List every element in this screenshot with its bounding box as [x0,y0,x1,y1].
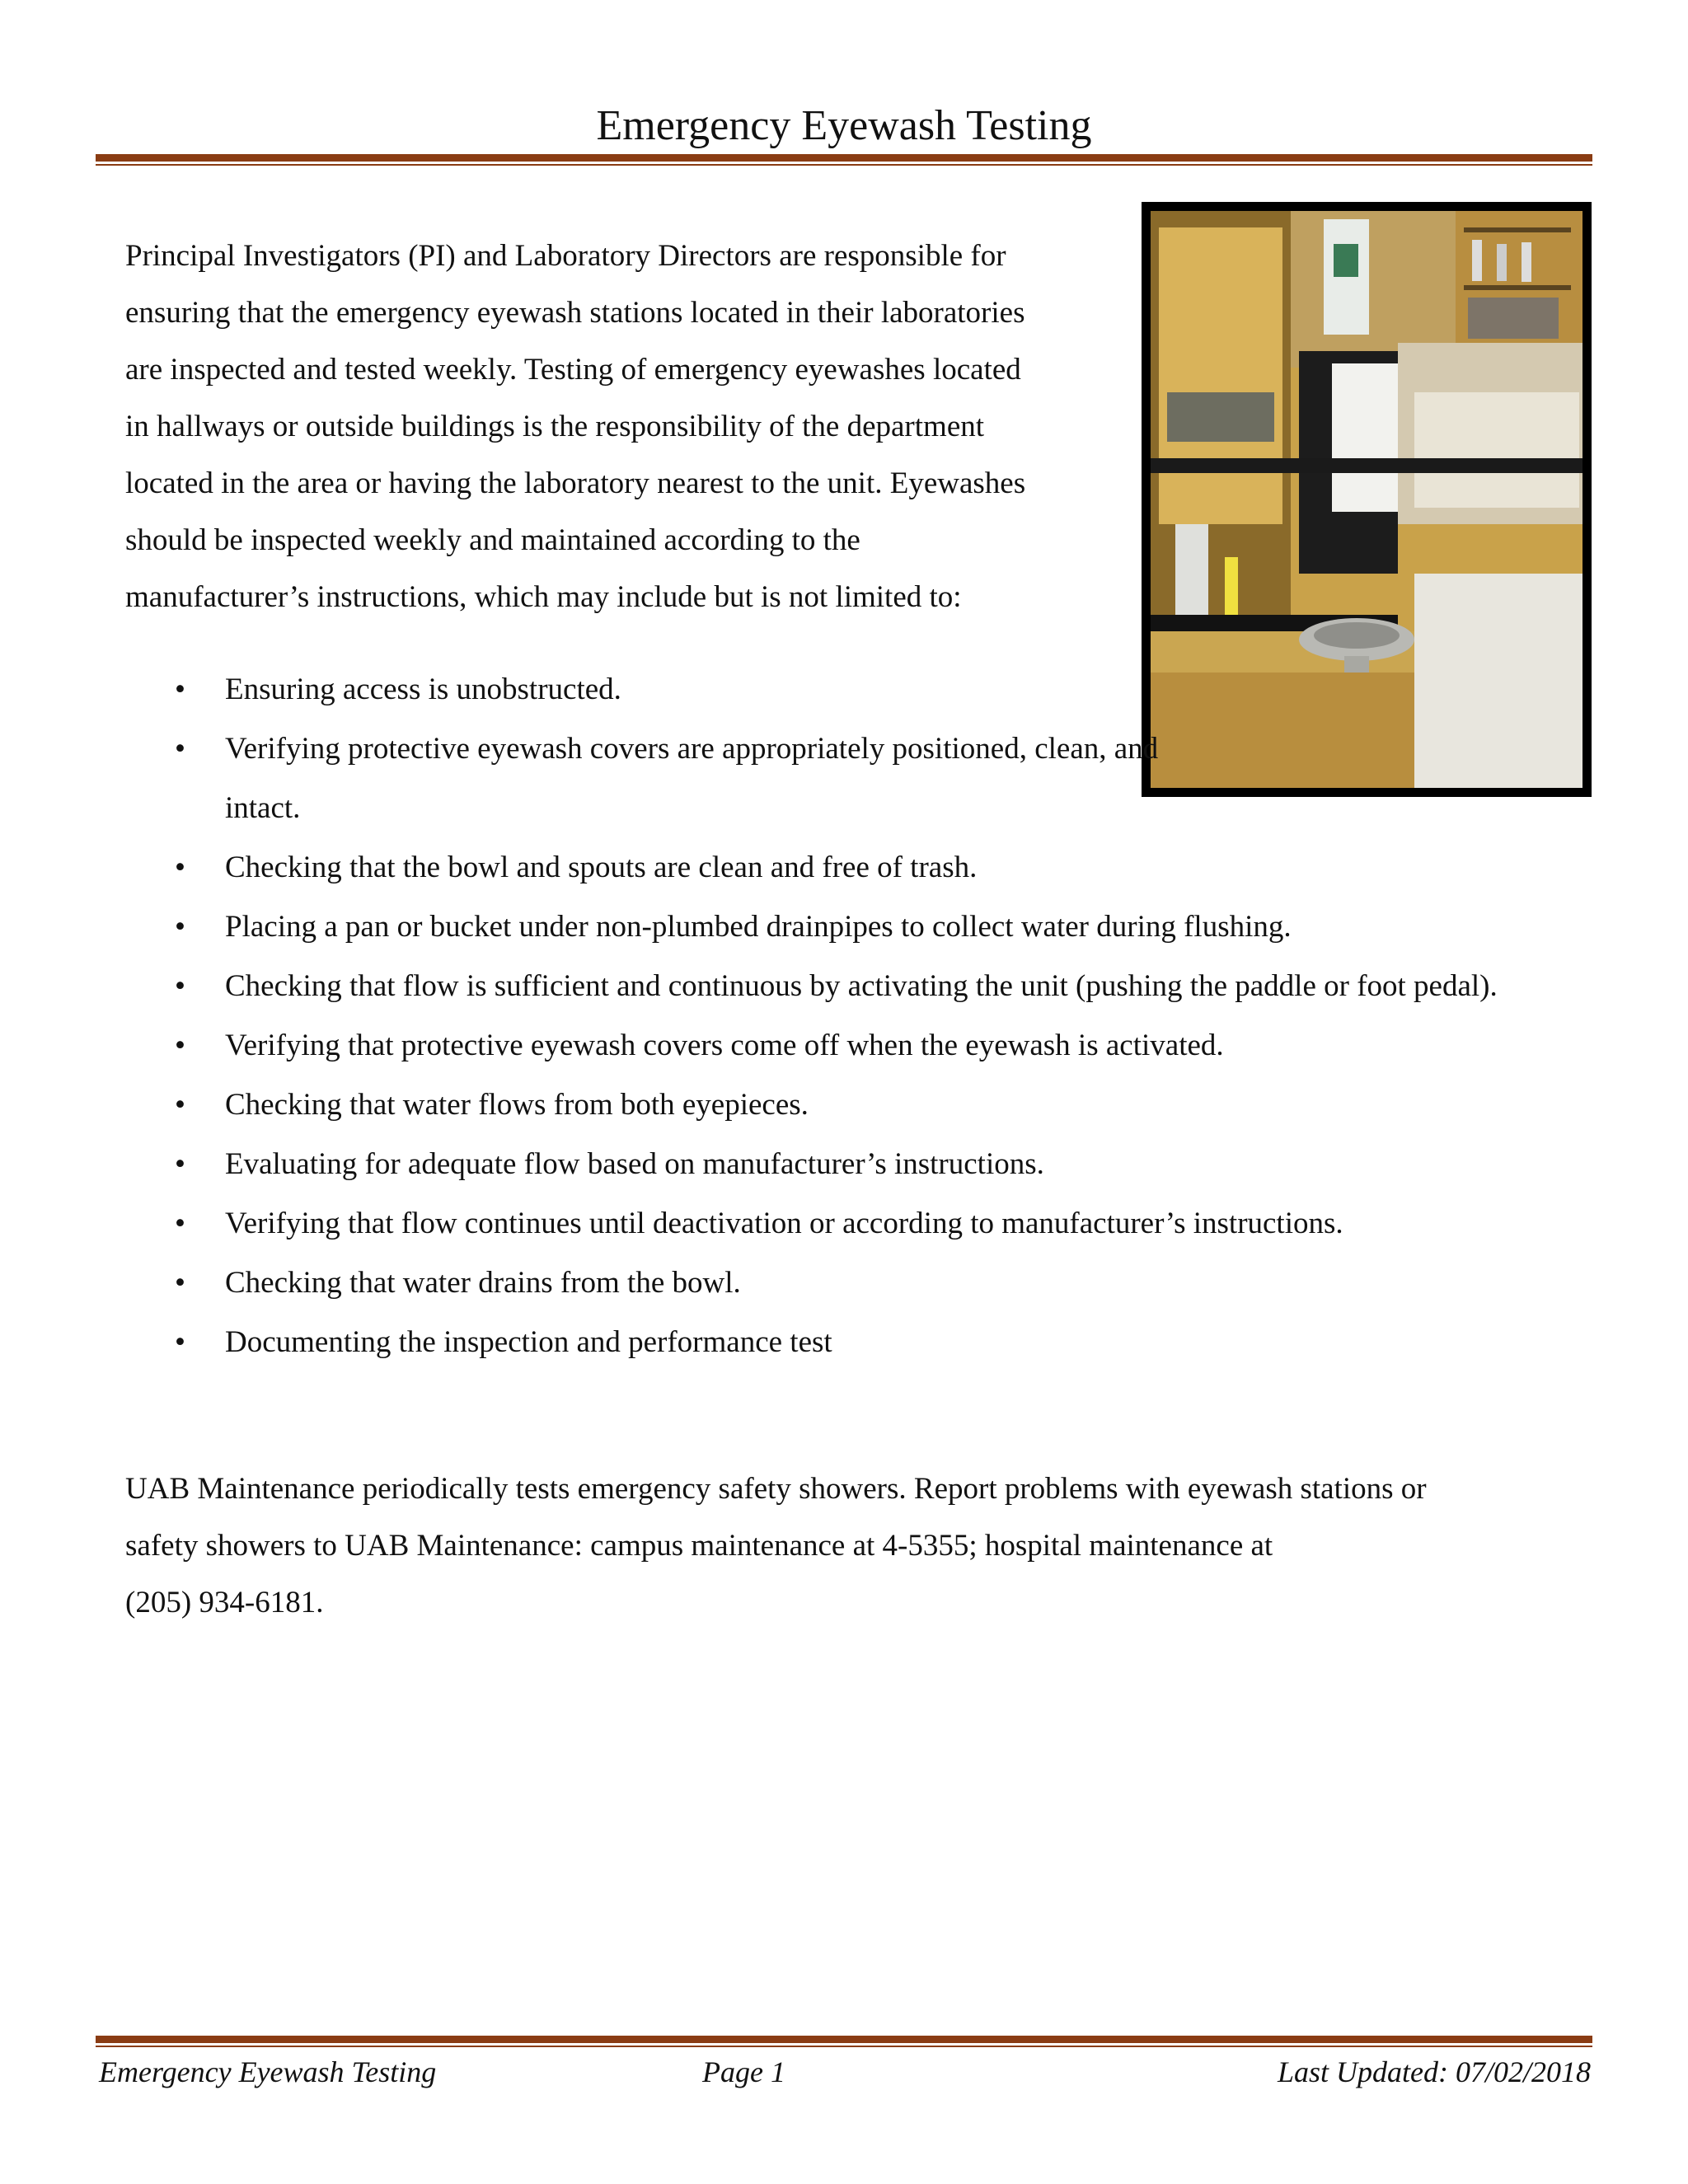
list-item [125,957,1643,1016]
page-title: Emergency Eyewash Testing [596,102,1092,149]
bullet-icon: • [175,851,185,884]
intro-line: manufacturer’s instructions, which may include but is not limited to: [125,580,962,614]
list-item [125,1135,1643,1194]
list-item [125,1016,1643,1076]
list-item [125,719,1214,838]
bullet-icon: • [175,1266,185,1300]
list-item-text: Checking that the bowl and spouts are clean and free of trash. [225,851,978,884]
intro-line: ensuring that the emergency eyewash stations located in their laboratories [125,296,1025,330]
intro-line: in hallways or outside buildings is the responsibility of the department [125,410,985,443]
list-item-text: Checking that water drains from the bowl. [225,1266,741,1300]
bullet-icon: • [175,1088,185,1122]
list-item [125,1254,1643,1313]
intro-line: located in the area or having the laboratory nearest to the unit. Eyewashes [125,466,1026,500]
closing-line: UAB Maintenance periodically tests emergency safety showers. Report problems with eyewash stations or [125,1472,1427,1506]
footer-page-number: Page 1 [702,2055,785,2088]
closing-line: safety showers to UAB Maintenance: campus maintenance at 4-5355; hospital maintenance at [125,1529,1273,1563]
list-item-text: Ensuring access is unobstructed. [225,673,621,706]
list-item-text: Documenting the inspection and performance test [225,1325,832,1359]
intro-paragraph [125,227,1114,626]
list-item [125,1076,1643,1135]
bullet-icon: • [175,910,185,944]
footer-doc-title: Emergency Eyewash Testing [99,2055,437,2088]
list-item [125,838,1643,898]
intro-line: Principal Investigators (PI) and Laboratory Directors are responsible for [125,239,1006,273]
list-item-text: Evaluating for adequate flow based on manufacturer’s instructions. [225,1147,1044,1181]
list-item [125,660,1214,719]
inspection-checklist [125,660,1643,1372]
bullet-icon: • [175,1147,185,1181]
footer-last-updated: Last Updated: 07/02/2018 [1277,2055,1591,2088]
list-item-text: Verifying that protective eyewash covers come off when the eyewash is activated. [225,1029,1224,1062]
closing-line: (205) 934-6181. [125,1586,324,1619]
intro-line: should be inspected weekly and maintained according to the [125,523,860,557]
bullet-icon: • [175,969,185,1003]
list-item-text: Placing a pan or bucket under non-plumbed drainpipes to collect water during flushing. [225,910,1292,944]
bullet-icon: • [175,1325,185,1359]
list-item [125,1313,1643,1372]
intro-line: are inspected and tested weekly. Testing of emergency eyewashes located [125,353,1021,387]
list-item-text: Checking that flow is sufficient and continuous by activating the unit (pushing the paddle or foot pedal). [225,969,1498,1003]
bullet-icon: • [175,1207,185,1240]
page-footer [99,2043,1591,2101]
list-item-text: Verifying protective eyewash covers are appropriately positioned, clean, and intact. [225,732,1159,825]
list-item-text: Checking that water flows from both eyepieces. [225,1088,809,1122]
list-item [125,1194,1643,1254]
list-item [125,898,1643,957]
bullet-icon: • [175,1029,185,1062]
list-item-text: Verifying that flow continues until deactivation or according to manufacturer’s instructions. [225,1207,1343,1240]
header-rule [96,154,1592,166]
bullet-icon: • [175,673,185,706]
bullet-icon: • [175,732,185,766]
closing-paragraph [125,1460,1601,1631]
